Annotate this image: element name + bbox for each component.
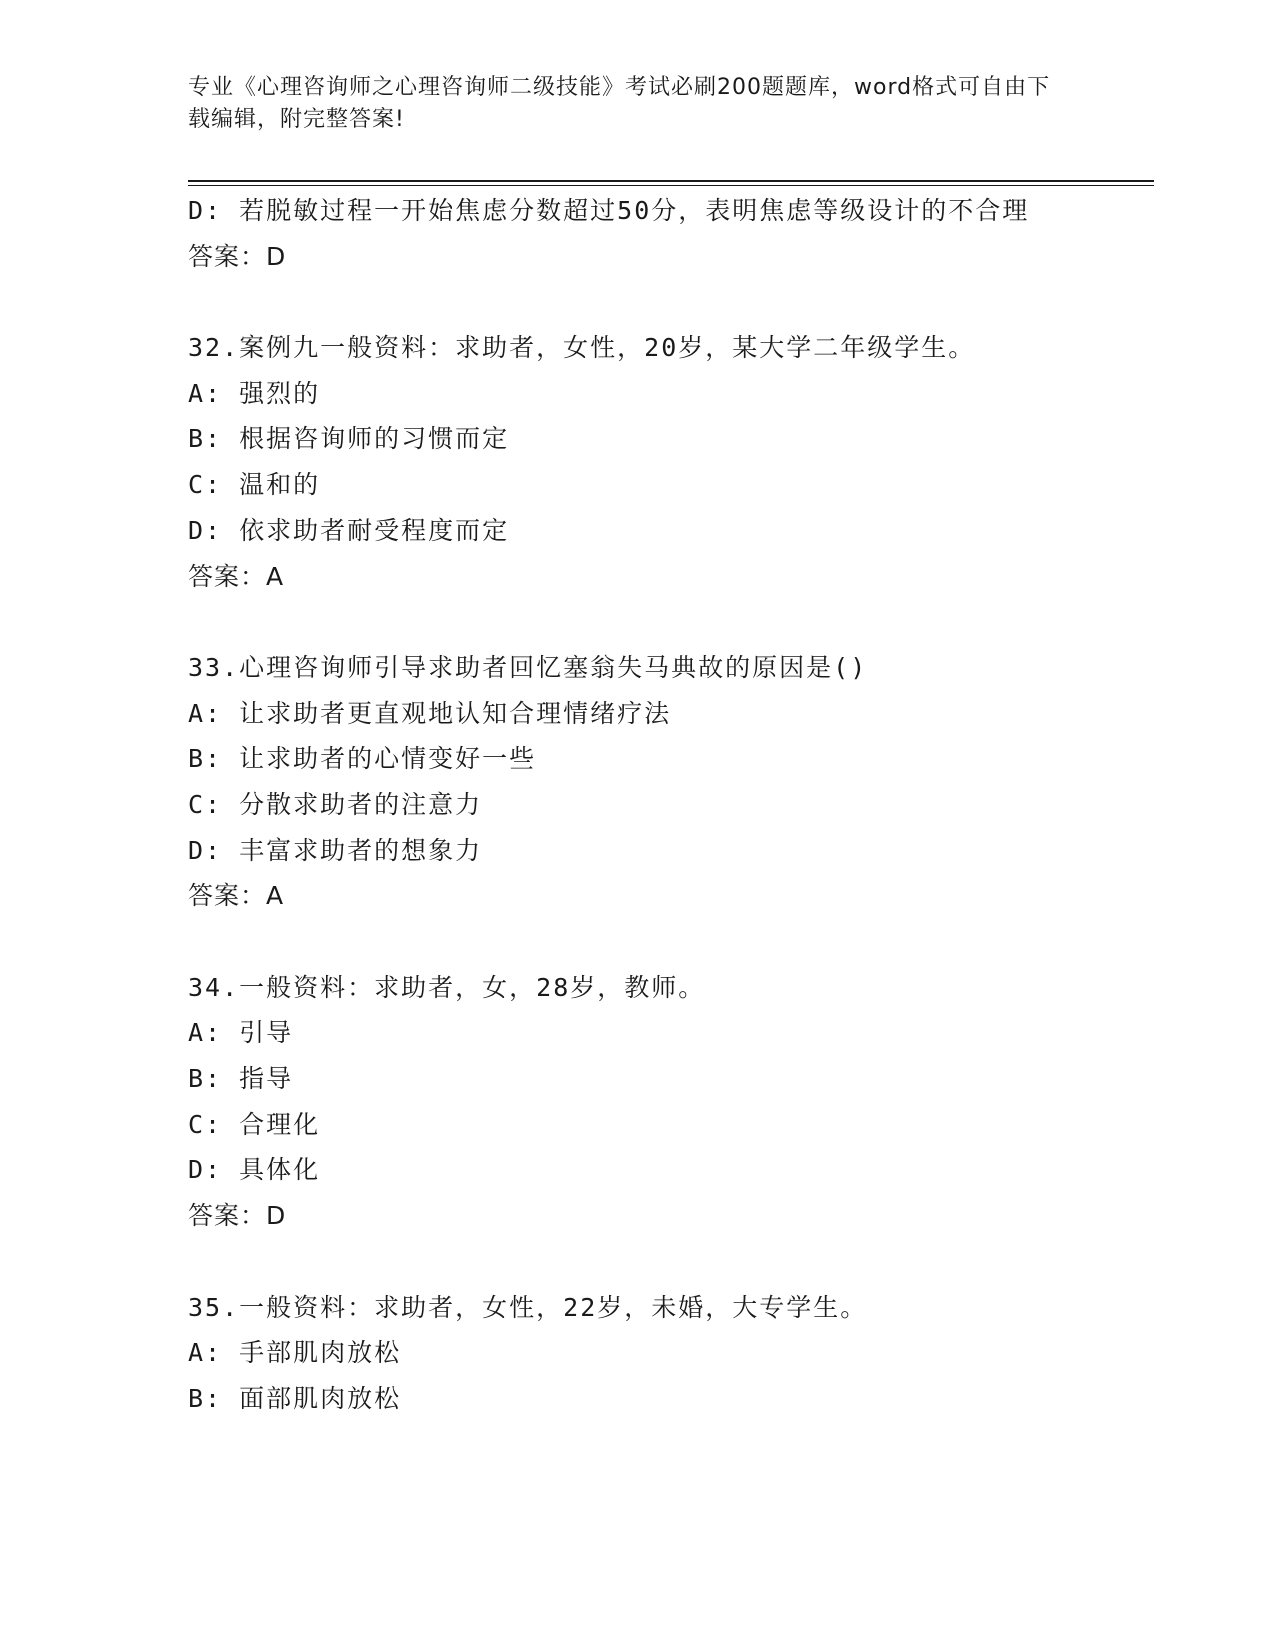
question-34-option-c: C: 合理化	[188, 1109, 321, 1139]
question-35-option-a: A: 手部肌肉放松	[188, 1338, 402, 1368]
question-34-option-b: B: 指导	[188, 1064, 294, 1094]
question-33-option-b: B: 让求助者的心情变好一些	[188, 744, 537, 774]
question-32-option-d: D: 依求助者耐受程度而定	[188, 515, 510, 545]
question-34-stem: 34.一般资料：求助者，女，28岁，教师。	[188, 972, 706, 1002]
spacer	[188, 919, 1068, 965]
spacer	[188, 599, 1068, 645]
question-33-option-c: C: 分散求助者的注意力	[188, 789, 483, 819]
question-35-stem: 35.一般资料：求助者，女性，22岁，未婚，大专学生。	[188, 1292, 868, 1322]
question-34-option-d: D: 具体化	[188, 1155, 321, 1185]
question-34-option-a: A: 引导	[188, 1018, 294, 1048]
question-33-option-a: A: 让求助者更直观地认知合理情绪疗法	[188, 698, 672, 728]
continued-answer: 答案：D	[188, 241, 287, 271]
question-33-stem: 33.心理咨询师引导求助者回忆塞翁失马典故的原因是()	[188, 652, 868, 682]
question-32-option-a: A: 强烈的	[188, 378, 321, 408]
spacer	[188, 1239, 1068, 1285]
question-content	[188, 188, 1068, 1422]
document-header: 专业《心理咨询师之心理咨询师二级技能》考试必刷200题题库，word格式可自由下载编辑，附完整答案!	[188, 75, 1051, 132]
question-32-stem: 32.案例九一般资料：求助者，女性，20岁，某大学二年级学生。	[188, 333, 976, 363]
continued-option-d: D: 若脱敏过程一开始焦虑分数超过50分，表明焦虑等级设计的不合理	[188, 196, 1030, 225]
question-33-option-d: D: 丰富求助者的想象力	[188, 835, 483, 865]
question-35-option-b: B: 面部肌肉放松	[188, 1383, 402, 1413]
question-34-answer: 答案：D	[188, 1201, 287, 1231]
header-divider	[188, 180, 1154, 182]
question-32-option-c: C: 温和的	[188, 470, 321, 500]
question-33-answer: 答案：A	[188, 881, 285, 911]
question-32-answer: 答案：A	[188, 561, 285, 591]
spacer	[188, 279, 1068, 325]
header-divider-thin	[188, 185, 1154, 186]
question-32-option-b: B: 根据咨询师的习惯而定	[188, 424, 510, 454]
